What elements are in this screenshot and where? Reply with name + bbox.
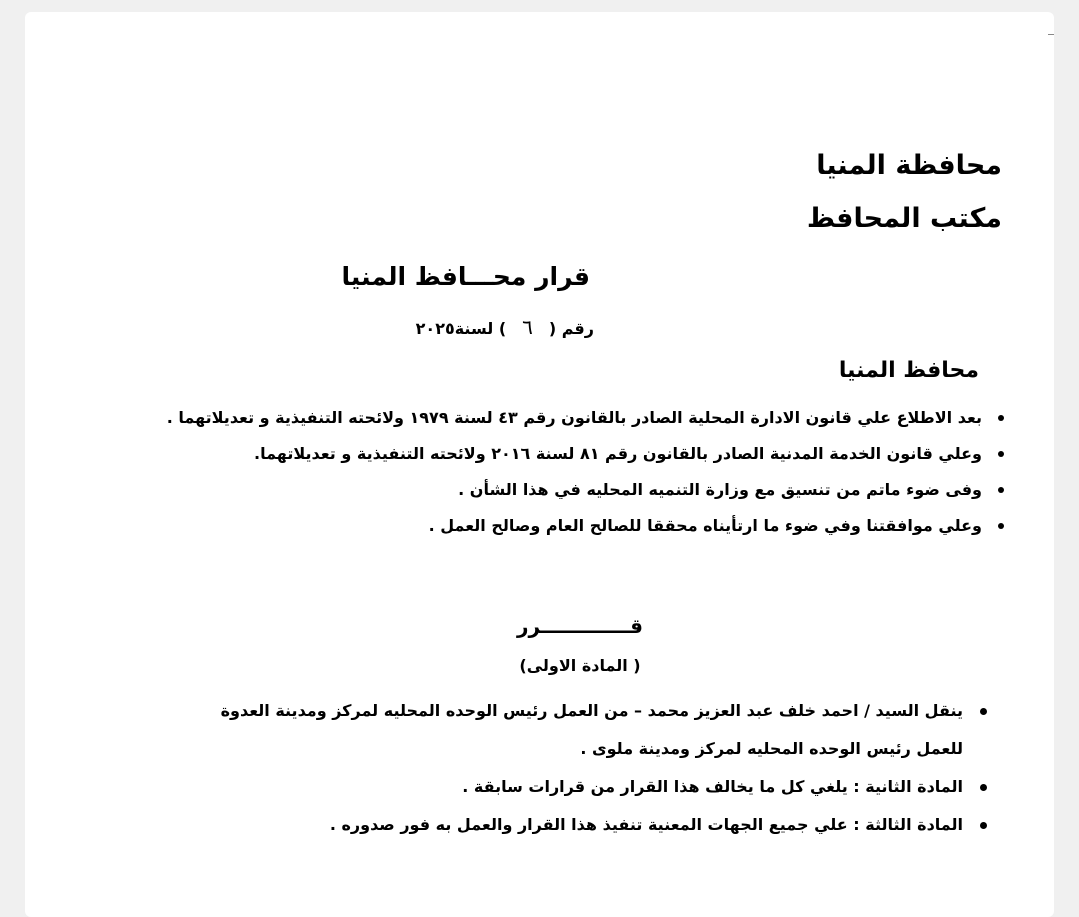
bullet-icon xyxy=(980,708,987,715)
decree-title: قرار محـــافظ المنيا xyxy=(341,262,590,291)
governorate-heading: محافظة المنيا xyxy=(816,150,1002,181)
document-page xyxy=(25,12,1054,917)
preamble-text: وعلي موافقتنا وفي ضوء ما ارتأيناه محققا للصالح العام وصالح العمل . xyxy=(428,516,982,535)
bullet-icon xyxy=(998,415,1004,421)
article-item xyxy=(189,692,989,768)
preamble-list xyxy=(94,400,1004,544)
preamble-text: وفى ضوء ماتم من تنسيق مع وزارة التنميه المحليه في هذا الشأن . xyxy=(458,480,982,499)
article-item xyxy=(189,768,989,806)
preamble-item xyxy=(94,508,1004,544)
decree-number-line xyxy=(379,315,594,339)
articles-list xyxy=(189,692,989,844)
decree-number-suffix: ) لسنة٢٠٢٥ xyxy=(415,319,507,338)
bullet-icon xyxy=(998,487,1004,493)
article-item xyxy=(189,806,989,844)
decree-number-prefix: رقم ( xyxy=(548,319,594,338)
preamble-text: وعلي قانون الخدمة المدنية الصادر بالقانون رقم ٨١ لسنة ٢٠١٦ ولائحته التنفيذية و تعديلاتهما. xyxy=(253,444,982,463)
preamble-text: بعد الاطلاع علي قانون الادارة المحلية الصادر بالقانون رقم ٤٣ لسنة ١٩٧٩ ولائحته التنفيذية و تعديلاتهما . xyxy=(166,408,982,427)
decision-heading: قـــــــــــــرر xyxy=(517,614,643,638)
article-text: ينقل السيد / احمد خلف عبد العزيز محمد – من العمل رئيس الوحده المحليه لمركز ومدينة العدوة للعمل رئيس الوحده المحليه لمركز ومدينة ملوى . xyxy=(220,701,963,758)
preamble-item xyxy=(94,436,1004,472)
preamble-item xyxy=(94,472,1004,508)
bullet-icon xyxy=(998,451,1004,457)
bullet-icon xyxy=(980,784,987,791)
decree-number: ٦ xyxy=(522,315,533,339)
article-text: المادة الثانية : يلغي كل ما يخالف هذا القرار من قرارات سابقة . xyxy=(462,777,963,796)
corner-mark xyxy=(1048,34,1054,35)
bullet-icon xyxy=(998,523,1004,529)
governor-label: محافظ المنيا xyxy=(838,358,979,383)
article-text: المادة الثالثة : علي جميع الجهات المعنية تنفيذ هذا القرار والعمل به فور صدوره . xyxy=(329,815,963,834)
bullet-icon xyxy=(980,822,987,829)
office-heading: مكتب المحافظ xyxy=(806,203,1002,234)
article-one-label: ( المادة الاولى) xyxy=(519,656,641,675)
preamble-item xyxy=(94,400,1004,436)
